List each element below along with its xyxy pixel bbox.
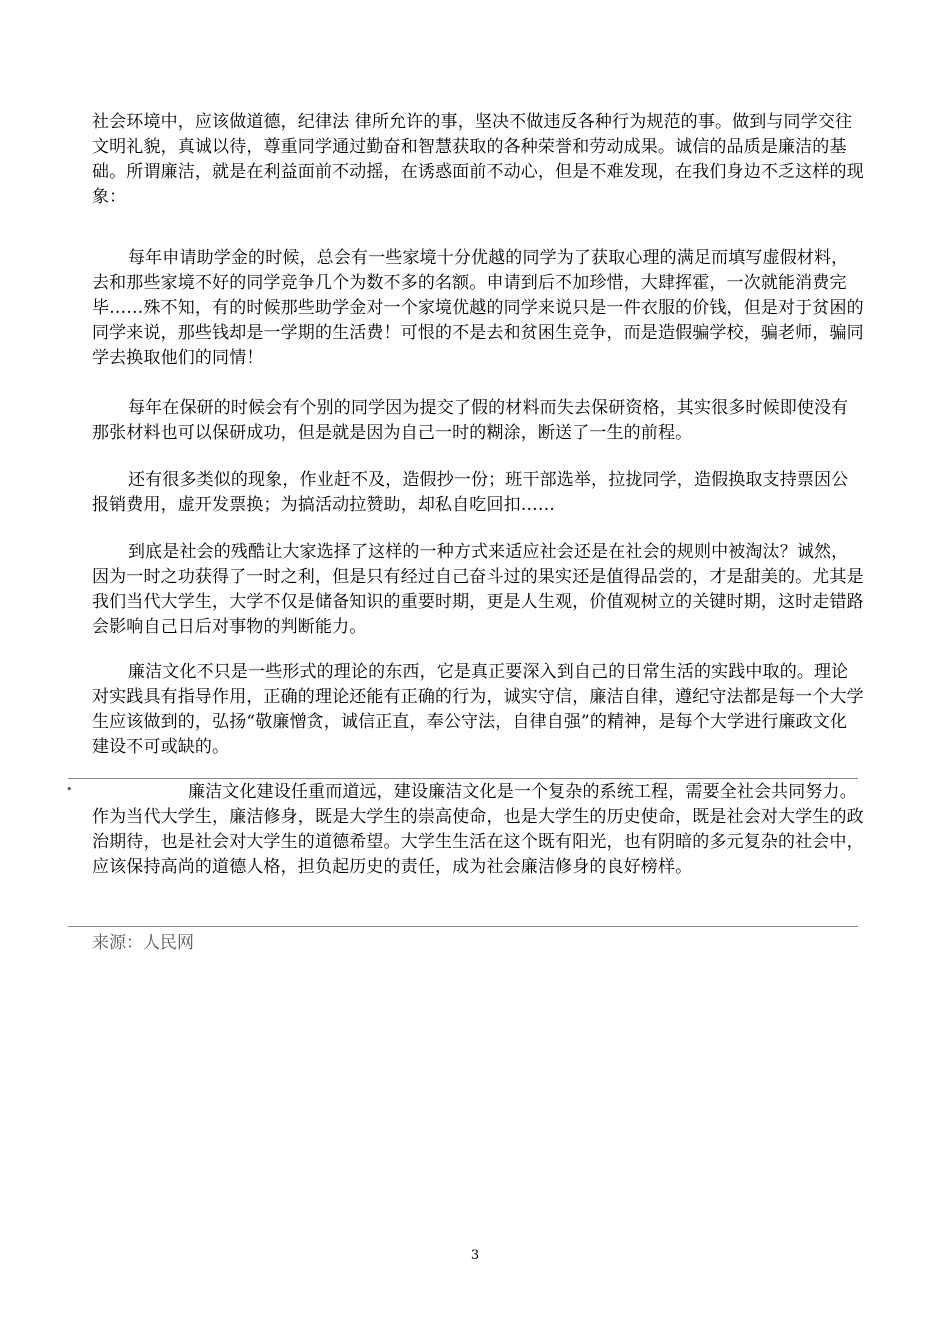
paragraph-1: 社会环境中，应该做道德，纪律法 律所允许的事，坚决不做违反各种行为规范的事。做到与同学交往文明礼貌，真诚以待，尊重同学通过勤奋和智慧获取的各种荣誉和劳动成果。诚信的品质是廉洁的基础。所谓廉洁，就是在利益面前不动摇，在诱惑面前不动心，但是不难发现，在我们身边不乏这样的现象： (92, 112, 864, 207)
paragraph-3: 每年在保研的时候会有个别的同学因为提交了假的材料而失去保研资格，其实很多时候即使没有那张材料也可以保研成功，但是就是因为自己一时的糊涂，断送了一生的前程。 (92, 398, 849, 443)
bottom-divider (68, 926, 858, 927)
source-line: 来源：人民网 (92, 933, 194, 953)
paragraph-6: 廉洁文化不只是一些形式的理论的东西，它是真正要深入到自己的日常生活的实践中取的。理论对实践具有指导作用，正确的理论还能有正确的行为，诚实守信，廉洁自律，遵纪守法都是每一个大学生应该做到的，弘扬“敬廉憎贪，诚信正直，奉公守法，自律自强”的精神，是每个大学进行廉政文化建设不可或缺的。 (92, 662, 864, 757)
top-divider (68, 778, 858, 779)
paragraph-4: 还有很多类似的现象，作业赶不及，造假抄一份；班干部选举，拉拢同学，造假换取支持票因公报销费用，虚开发票换；为搞活动拉赞助，却私自吃回扣…… (92, 470, 849, 515)
list-item-text: 廉洁文化建设任重而道远，建设廉洁文化是一个复杂的系统工程，需要全社会共同努力。作为当代大学生，廉洁修身，既是大学生的崇高使命，也是大学生的历史使命，既是社会对大学生的政治期待，也是社会对大学生的道德希望。大学生生活在这个既有阳光，也有阴暗的多元复杂的社会中，应该保持高尚的道德人格，担负起历史的责任，成为社会廉洁修身的良好榜样。 (92, 782, 864, 877)
paragraph-2: 每年申请助学金的时候，总会有一些家境十分优越的同学为了获取心理的满足而填写虚假材料，去和那些家境不好的同学竞争几个为数不多的名额。申请到后不加珍惜，大肆挥霍，一次就能消费完毕……殊不知，有的时候那些助学金对一个家境优越的同学来说只是一件衣服的价钱，但是对于贫困的同学来说，那些钱却是一学期的生活费！可恨的不是去和贫困生竞争，而是造假骗学校，骗老师，骗同学去换取他们的同情！ (92, 248, 864, 368)
list-bullet: • (66, 783, 73, 796)
paragraph-5: 到底是社会的残酷让大家选择了这样的一种方式来适应社会还是在社会的规则中被淘汰？诚然，因为一时之功获得了一时之利，但是只有经过自己奋斗过的果实还是值得品尝的，才是甜美的。尤其是我们当代大学生，大学不仅是储备知识的重要时期，更是人生观，价值观树立的关键时期，这时走错路会影响自己日后对事物的判断能力。 (92, 542, 864, 637)
page-number: 3 (470, 1248, 480, 1263)
